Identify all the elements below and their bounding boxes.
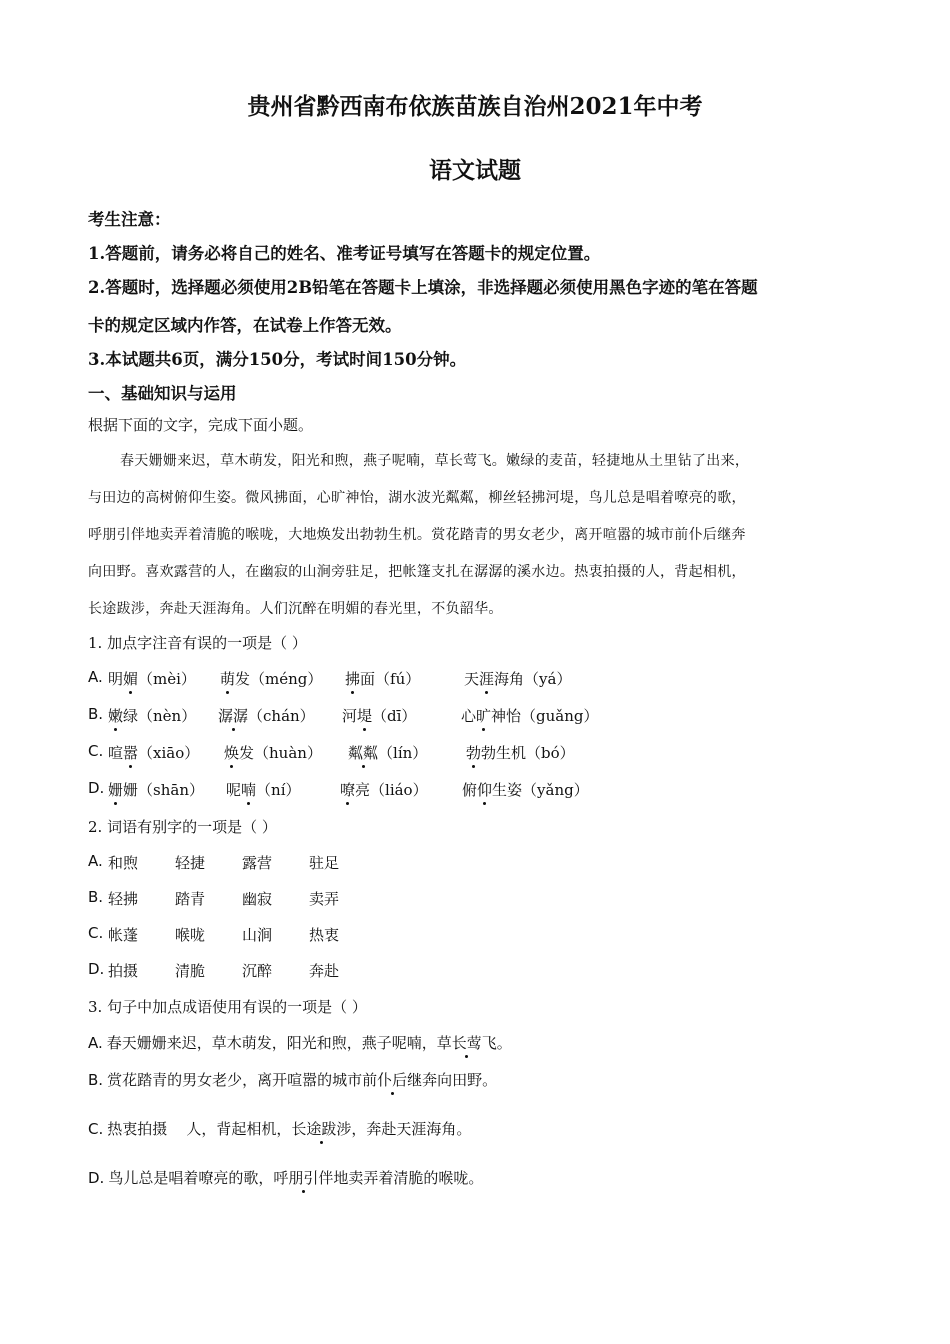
option-label: C.: [88, 924, 104, 942]
notice-item-2-line-2: 卡的规定区域内作答，在试卷上作答无效。: [88, 316, 402, 335]
question-3-option-b[interactable]: B. 赏花踏青的男女老少，离开喧嚣的城市前仆后继奔向田野。: [88, 1071, 498, 1089]
option-word: 驻足: [309, 854, 340, 872]
dotted-idiom: 呼朋引伴: [273, 1169, 334, 1187]
option-word: 幽寂: [242, 890, 273, 908]
option-item: 喧嚣（xiāo）: [108, 744, 200, 762]
option-word: 轻捷: [175, 854, 206, 872]
notice-item-3: 3.本试题共6页，满分150分，考试时间150分钟。: [88, 350, 467, 369]
option-item: 呢喃（ní）: [226, 781, 301, 799]
exam-subtitle: 语文试题: [429, 157, 521, 184]
option-word: 热衷: [309, 926, 340, 944]
question-1-option-a[interactable]: [88, 668, 948, 692]
passage-line: 呼朋引伴地卖弄着清脆的喉咙，大地焕发出勃勃生机。赏花踏青的男女老少，离开喧嚣的城市前仆后继奔: [88, 527, 746, 543]
question-3-stem: 3. 句子中加点成语使用有误的一项是（ ）: [88, 998, 367, 1016]
option-label: D.: [88, 779, 105, 797]
option-word: 喉咙: [175, 926, 206, 944]
option-item: 姗姗（shān）: [108, 781, 204, 799]
question-3-option-a[interactable]: A. 春天姗姗来迟，草木萌发，阳光和煦，燕子呢喃，草长莺飞。: [88, 1034, 512, 1052]
notice-item-1: 1.答题前，请务必将自己的姓名、准考证号填写在答题卡的规定位置。: [88, 244, 601, 263]
question-1-stem: 1. 加点字注音有误的一项是（ ）: [88, 634, 307, 652]
option-item: 嘹亮（liáo）: [340, 781, 428, 799]
section-instruction: 根据下面的文字，完成下面小题。: [88, 416, 314, 434]
dotted-idiom: 长途跋涉: [291, 1120, 352, 1138]
question-2-option-a[interactable]: [88, 852, 488, 876]
section-heading: 一、基础知识与运用: [88, 384, 237, 403]
option-item: 勃勃生机（bó）: [466, 744, 575, 762]
option-item: 河堤（dī）: [342, 707, 417, 725]
option-item: 拂面（fú）: [345, 670, 421, 688]
option-word: 沉醉: [242, 962, 273, 980]
dotted-idiom: 前仆后继: [362, 1071, 423, 1089]
passage-line: 与田边的高树俯仰生姿。微风拂面，心旷神怡，湖水波光粼粼，柳丝轻拂河堤，鸟儿总是唱着嘹亮的歌，: [88, 490, 746, 506]
passage-line: 长途跋涉，奔赴天涯海角。人们沉醉在明媚的春光里，不负韶华。: [88, 601, 503, 617]
question-1-option-c[interactable]: [88, 742, 948, 766]
option-word: 奔赴: [309, 962, 340, 980]
option-label: B.: [88, 888, 104, 906]
option-label: C.: [88, 1120, 104, 1138]
option-label: B.: [88, 705, 104, 723]
option-item: 焕发（huàn）: [224, 744, 322, 762]
exam-title: 贵州省黔西南布依族苗族自治州2021年中考: [247, 93, 703, 120]
option-item: 潺潺（chán）: [218, 707, 315, 725]
option-word: 轻拂: [108, 890, 139, 908]
option-item: 明媚（mèi）: [108, 670, 196, 688]
option-label: B.: [88, 1071, 104, 1089]
option-label: C.: [88, 742, 104, 760]
option-item: 俯仰生姿（yǎng）: [462, 781, 589, 799]
question-2-stem: 2. 词语有别字的一项是（ ）: [88, 818, 277, 836]
option-word: 帐蓬: [108, 926, 139, 944]
passage-line: 向田野。喜欢露营的人，在幽寂的山涧旁驻足，把帐篷支扎在潺潺的溪水边。热衷拍摄的人，背起相机，: [88, 564, 746, 580]
notice-heading: 考生注意：: [88, 210, 171, 229]
option-label: A.: [88, 852, 103, 870]
question-2-option-b[interactable]: [88, 888, 488, 912]
question-1-option-b[interactable]: [88, 705, 948, 729]
option-label: D.: [88, 1169, 105, 1187]
option-item: 嫩绿（nèn）: [108, 707, 197, 725]
question-2-option-c[interactable]: [88, 924, 488, 948]
option-item: 粼粼（lín）: [348, 744, 428, 762]
option-label: A.: [88, 1034, 103, 1052]
question-3-option-d[interactable]: D. 鸟儿总是唱着嘹亮的歌，呼朋引伴地卖弄着清脆的喉咙。: [88, 1169, 484, 1187]
option-word: 露营: [242, 854, 273, 872]
option-word: 山涧: [242, 926, 273, 944]
notice-item-2-line-1: 2.答题时，选择题必须使用2B铅笔在答题卡上填涂，非选择题必须使用黑色字迹的笔在答题: [88, 278, 758, 297]
option-word: 踏青: [175, 890, 206, 908]
option-word: 清脆: [175, 962, 206, 980]
option-item: 天涯海角（yá）: [464, 670, 572, 688]
option-label: D.: [88, 960, 105, 978]
question-3-option-c[interactable]: C. 热衷拍摄 人，背起相机，长途跋涉，奔赴天涯海角。: [88, 1120, 472, 1138]
question-1-option-d[interactable]: [88, 779, 948, 803]
option-word: 拍摄: [108, 962, 139, 980]
option-item: 萌发（méng）: [220, 670, 323, 688]
option-word: 和煦: [108, 854, 139, 872]
option-word: 卖弄: [309, 890, 340, 908]
option-item: 心旷神怡（guǎng）: [461, 707, 599, 725]
option-label: A.: [88, 668, 103, 686]
question-2-option-d[interactable]: [88, 960, 488, 984]
dotted-idiom: 草长莺飞: [436, 1034, 497, 1052]
passage-line: 春天姗姗来迟，草木萌发，阳光和煦，燕子呢喃，草长莺飞。嫩绿的麦苗，轻捷地从土里钻了出来，: [120, 453, 750, 469]
